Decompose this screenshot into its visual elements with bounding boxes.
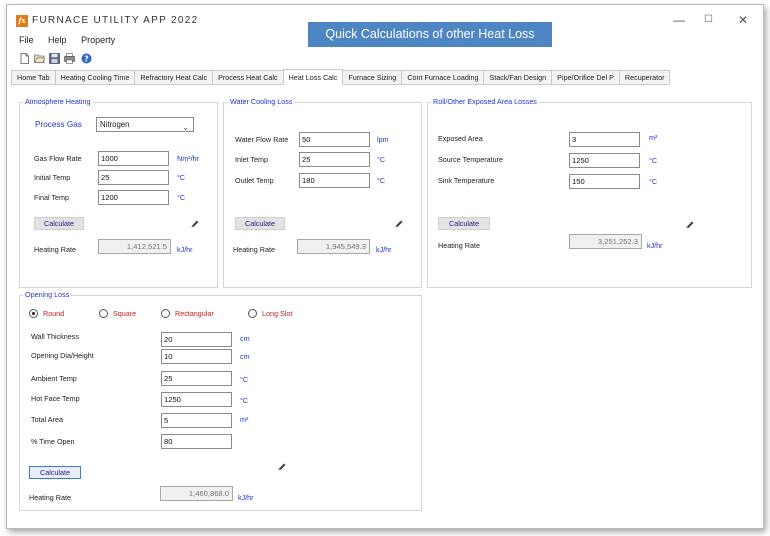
radio-circle bbox=[161, 309, 170, 318]
time-open-label: % Time Open bbox=[31, 437, 75, 446]
tab-cont-furnace-loading[interactable]: Cont Furnace Loading bbox=[401, 70, 484, 84]
maximize-button[interactable]: ☐ bbox=[704, 14, 713, 25]
chevron-down-icon: ⌄ bbox=[182, 123, 189, 132]
menu-property[interactable]: Property bbox=[81, 35, 116, 45]
exposed-area-label: Exposed Area bbox=[438, 134, 483, 143]
banner-title: Quick Calculations of other Heat Loss bbox=[308, 22, 552, 47]
ambient-temp-label: Ambient Temp bbox=[31, 374, 77, 383]
atmosphere-heating-title: Atmosphere Heating bbox=[25, 97, 91, 106]
final-temp-label: Final Temp bbox=[34, 193, 70, 202]
open-folder-icon[interactable] bbox=[34, 53, 45, 64]
gas-flow-rate-label: Gas Flow Rate bbox=[34, 154, 82, 163]
pencil-icon[interactable] bbox=[190, 219, 200, 229]
pencil-icon[interactable] bbox=[394, 219, 404, 229]
radio-square-label: Square bbox=[113, 309, 137, 318]
opening-heating-rate-label: Heating Rate bbox=[29, 493, 71, 502]
inlet-temp-input[interactable]: 25 bbox=[299, 152, 370, 167]
water-cooling-group bbox=[223, 102, 422, 288]
inlet-temp-unit: °C bbox=[377, 155, 386, 164]
process-gas-select[interactable] bbox=[96, 117, 194, 132]
radio-rectangular-label: Rectangular bbox=[175, 309, 214, 318]
radio-rectangular[interactable] bbox=[161, 309, 214, 318]
roll-exposed-area-title: Roll/Other Exposed Area Losses bbox=[433, 97, 537, 106]
radio-long-slot[interactable] bbox=[248, 309, 292, 318]
tab-strip bbox=[11, 69, 669, 85]
source-temperature-unit: °C bbox=[649, 156, 658, 165]
hot-face-temp-unit: °C bbox=[240, 396, 249, 405]
radio-square[interactable] bbox=[99, 309, 136, 318]
wall-thickness-unit: cm bbox=[240, 334, 250, 343]
roll-heating-rate-label: Heating Rate bbox=[438, 241, 480, 250]
water-cooling-title: Water Cooling Loss bbox=[230, 97, 293, 106]
tab-refractory-heat-calc[interactable]: Refractory Heat Calc bbox=[134, 70, 213, 84]
roll-heating-rate-output: 3,251,252.3 bbox=[569, 234, 642, 249]
source-temperature-input[interactable]: 1250 bbox=[569, 153, 640, 168]
save-icon[interactable] bbox=[49, 53, 60, 64]
total-area-input[interactable]: 5 bbox=[161, 413, 232, 428]
initial-temp-unit: °C bbox=[177, 173, 186, 182]
opening-heating-rate-output: 1,460,868.0 bbox=[160, 486, 233, 501]
atmosphere-heating-rate-unit: kJ/hr bbox=[177, 245, 193, 254]
new-file-icon[interactable] bbox=[19, 53, 30, 64]
app-title: FURNACE UTILITY APP 2022 bbox=[32, 15, 199, 26]
opening-heating-rate-unit: kJ/hr bbox=[238, 493, 254, 502]
final-temp-unit: °C bbox=[177, 193, 186, 202]
final-temp-input[interactable]: 1200 bbox=[98, 190, 169, 205]
wall-thickness-label: Wall Thickness bbox=[31, 332, 79, 341]
pencil-icon[interactable] bbox=[277, 462, 287, 472]
initial-temp-label: Initial Temp bbox=[34, 173, 71, 182]
water-heating-rate-label: Heating Rate bbox=[233, 245, 275, 254]
exposed-area-input[interactable]: 3 bbox=[569, 132, 640, 147]
initial-temp-input[interactable]: 25 bbox=[98, 170, 169, 185]
tab-pipe-orifice-del-p[interactable]: Pipe/Orifice Del P bbox=[551, 70, 620, 84]
radio-circle bbox=[248, 309, 257, 318]
menu-file[interactable]: File bbox=[19, 35, 34, 45]
outlet-temp-label: Outlet Temp bbox=[235, 176, 274, 185]
sink-temperature-unit: °C bbox=[649, 177, 658, 186]
tab-process-heat-calc[interactable]: Process Heat Calc bbox=[212, 70, 284, 84]
tab-furnace-sizing[interactable]: Furnace Sizing bbox=[342, 70, 402, 84]
sink-temperature-input[interactable]: 150 bbox=[569, 174, 640, 189]
water-calculate-button[interactable]: Calculate bbox=[235, 217, 285, 230]
app-logo-icon: fx bbox=[16, 15, 28, 27]
hot-face-temp-label: Hot Face Temp bbox=[31, 394, 80, 403]
tab-heating-cooling-time[interactable]: Heating Cooling Time bbox=[55, 70, 136, 84]
tab-stack-fan-design[interactable]: Stack/Fan Design bbox=[483, 70, 552, 84]
water-flow-rate-label: Water Flow Rate bbox=[235, 135, 289, 144]
process-gas-value: Nitrogen bbox=[100, 120, 130, 129]
roll-calculate-button[interactable]: Calculate bbox=[438, 217, 490, 230]
time-open-input[interactable]: 80 bbox=[161, 434, 232, 449]
menu-help[interactable]: Help bbox=[48, 35, 67, 45]
radio-round-label: Round bbox=[43, 309, 65, 318]
radio-long-slot-label: Long Slot bbox=[262, 309, 293, 318]
ambient-temp-input[interactable]: 25 bbox=[161, 371, 232, 386]
total-area-label: Total Area bbox=[31, 415, 63, 424]
atmosphere-calculate-button[interactable]: Calculate bbox=[34, 217, 84, 230]
ambient-temp-unit: °C bbox=[240, 375, 249, 384]
roll-heating-rate-unit: kJ/hr bbox=[647, 241, 663, 250]
inlet-temp-label: Inlet Temp bbox=[235, 155, 269, 164]
opening-dia-input[interactable]: 10 bbox=[161, 349, 232, 364]
pencil-icon[interactable] bbox=[685, 220, 695, 230]
opening-calculate-button[interactable]: Calculate bbox=[29, 466, 81, 479]
opening-loss-title: Opening Loss bbox=[25, 290, 70, 299]
radio-circle bbox=[99, 309, 108, 318]
atmosphere-heating-rate-label: Heating Rate bbox=[34, 245, 76, 254]
exposed-area-unit: m² bbox=[649, 133, 658, 142]
water-heating-rate-output: 1,945,549.3 bbox=[297, 239, 370, 254]
close-button[interactable]: ✕ bbox=[738, 13, 749, 27]
minimize-button[interactable]: — bbox=[673, 13, 685, 27]
sink-temperature-label: Sink Temperature bbox=[438, 176, 495, 185]
gas-flow-rate-unit: Nm³/hr bbox=[177, 154, 199, 163]
tab-heat-loss-calc[interactable]: Heat Loss Calc bbox=[283, 69, 344, 85]
tab-recuperator[interactable]: Recuperator bbox=[619, 70, 671, 84]
source-temperature-label: Source Temperature bbox=[438, 155, 503, 164]
water-heating-rate-unit: kJ/hr bbox=[376, 245, 392, 254]
hot-face-temp-input[interactable]: 1250 bbox=[161, 392, 232, 407]
roll-exposed-area-group bbox=[427, 102, 752, 288]
gas-flow-rate-input[interactable]: 1000 bbox=[98, 151, 169, 166]
radio-round[interactable] bbox=[29, 309, 64, 318]
svg-text:?: ? bbox=[84, 54, 89, 64]
process-gas-label: Process Gas bbox=[35, 120, 82, 129]
tab-home-tab[interactable]: Home Tab bbox=[11, 70, 56, 84]
print-icon[interactable] bbox=[64, 53, 75, 64]
opening-dia-unit: cm bbox=[240, 352, 250, 361]
app-window bbox=[6, 4, 764, 529]
radio-circle bbox=[29, 309, 38, 318]
menu-bar bbox=[19, 35, 127, 45]
outlet-temp-unit: °C bbox=[377, 176, 386, 185]
help-icon[interactable] bbox=[81, 53, 92, 64]
outlet-temp-input[interactable]: 180 bbox=[299, 173, 370, 188]
opening-dia-label: Opening Dia/Height bbox=[31, 351, 94, 360]
wall-thickness-input[interactable]: 20 bbox=[161, 332, 232, 347]
water-flow-rate-input[interactable]: 50 bbox=[299, 132, 370, 147]
total-area-unit: m² bbox=[240, 415, 249, 424]
atmosphere-heating-rate-output: 1,412,521.5 bbox=[98, 239, 171, 254]
water-flow-rate-unit: lpm bbox=[377, 135, 389, 144]
